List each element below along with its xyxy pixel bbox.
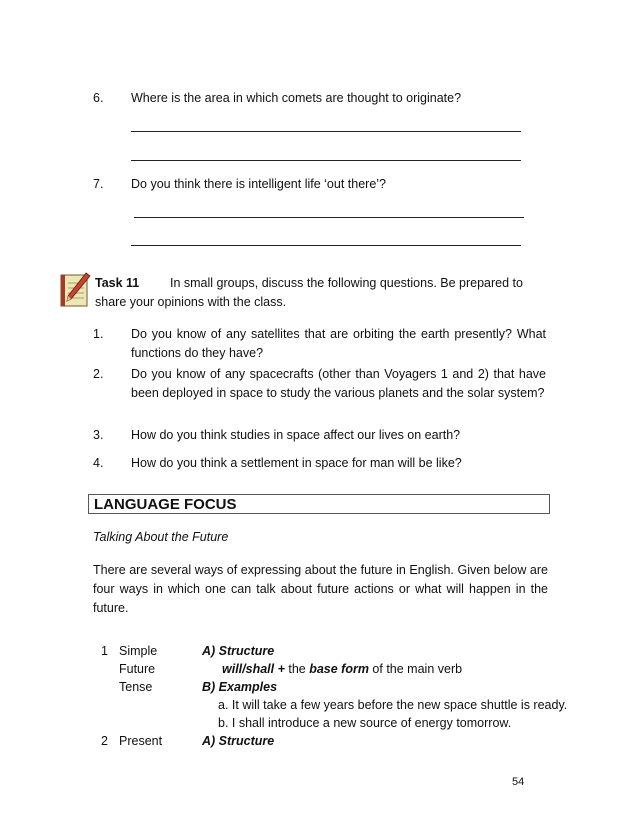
examples-label: B) Examples — [202, 680, 278, 694]
question-text: Do you know of any spacecrafts (other than Voyagers 1 and 2) that have been deployed in space to study the various planets and the solar system? — [131, 367, 546, 400]
structure-label: A) Structure — [202, 644, 275, 658]
task-label: Task 11 — [95, 276, 140, 290]
question-number: 4. — [93, 456, 104, 470]
question-text: Do you know of any satellites that are orbiting the earth presently? What functions do they have? — [131, 327, 546, 360]
tense-name-line: Tense — [119, 680, 153, 694]
question-number: 3. — [93, 428, 104, 442]
table-row-number: 2 — [101, 734, 108, 748]
question-number: 7. — [93, 177, 104, 191]
question-text: Do you think there is intelligent life ‘out there’? — [131, 177, 387, 191]
question-text: Where is the area in which comets are thought to originate? — [131, 91, 462, 105]
example-sentence: a. It will take a few years before the new space shuttle is ready. — [218, 698, 568, 712]
question-number: 1. — [93, 327, 104, 341]
language-focus-box — [88, 494, 550, 514]
answer-line[interactable] — [131, 131, 521, 132]
answer-line[interactable] — [134, 217, 524, 218]
structure-text: of the main verb — [368, 662, 463, 676]
question-number: 6. — [93, 91, 104, 105]
structure-label: A) Structure — [202, 734, 275, 748]
tense-name-line: Simple — [119, 644, 158, 658]
page-number: 54 — [512, 776, 525, 788]
question-text: How do you think studies in space affect our lives on earth? — [131, 428, 461, 442]
question-text: How do you think a settlement in space for man will be like? — [131, 456, 462, 470]
structure-keyword: will/shall + — [222, 662, 285, 676]
intro-paragraph: There are several ways of expressing about the future in English. Given below are four ways in which one can talk about future actions or what will happen in the future. — [93, 563, 548, 615]
question-number: 2. — [93, 367, 104, 381]
table-row-number: 1 — [101, 644, 108, 658]
structure-connector: the — [284, 662, 310, 676]
answer-line[interactable] — [131, 245, 521, 246]
section-subheading: Talking About the Future — [93, 530, 229, 544]
structure-keyword: base form — [309, 662, 369, 676]
notebook-pencil-icon — [59, 271, 91, 309]
example-sentence: b. I shall introduce a new source of energy tomorrow. — [218, 716, 512, 730]
structure-formula — [222, 661, 462, 678]
tense-name-line: Future — [119, 662, 156, 676]
tense-name: Present — [119, 734, 163, 748]
answer-line[interactable] — [131, 160, 521, 161]
task-instruction-line2: share your opinions with the class. — [95, 295, 287, 309]
task-instruction-line1: In small groups, discuss the following questions. Be prepared to — [170, 276, 523, 290]
section-heading: LANGUAGE FOCUS — [94, 496, 237, 513]
